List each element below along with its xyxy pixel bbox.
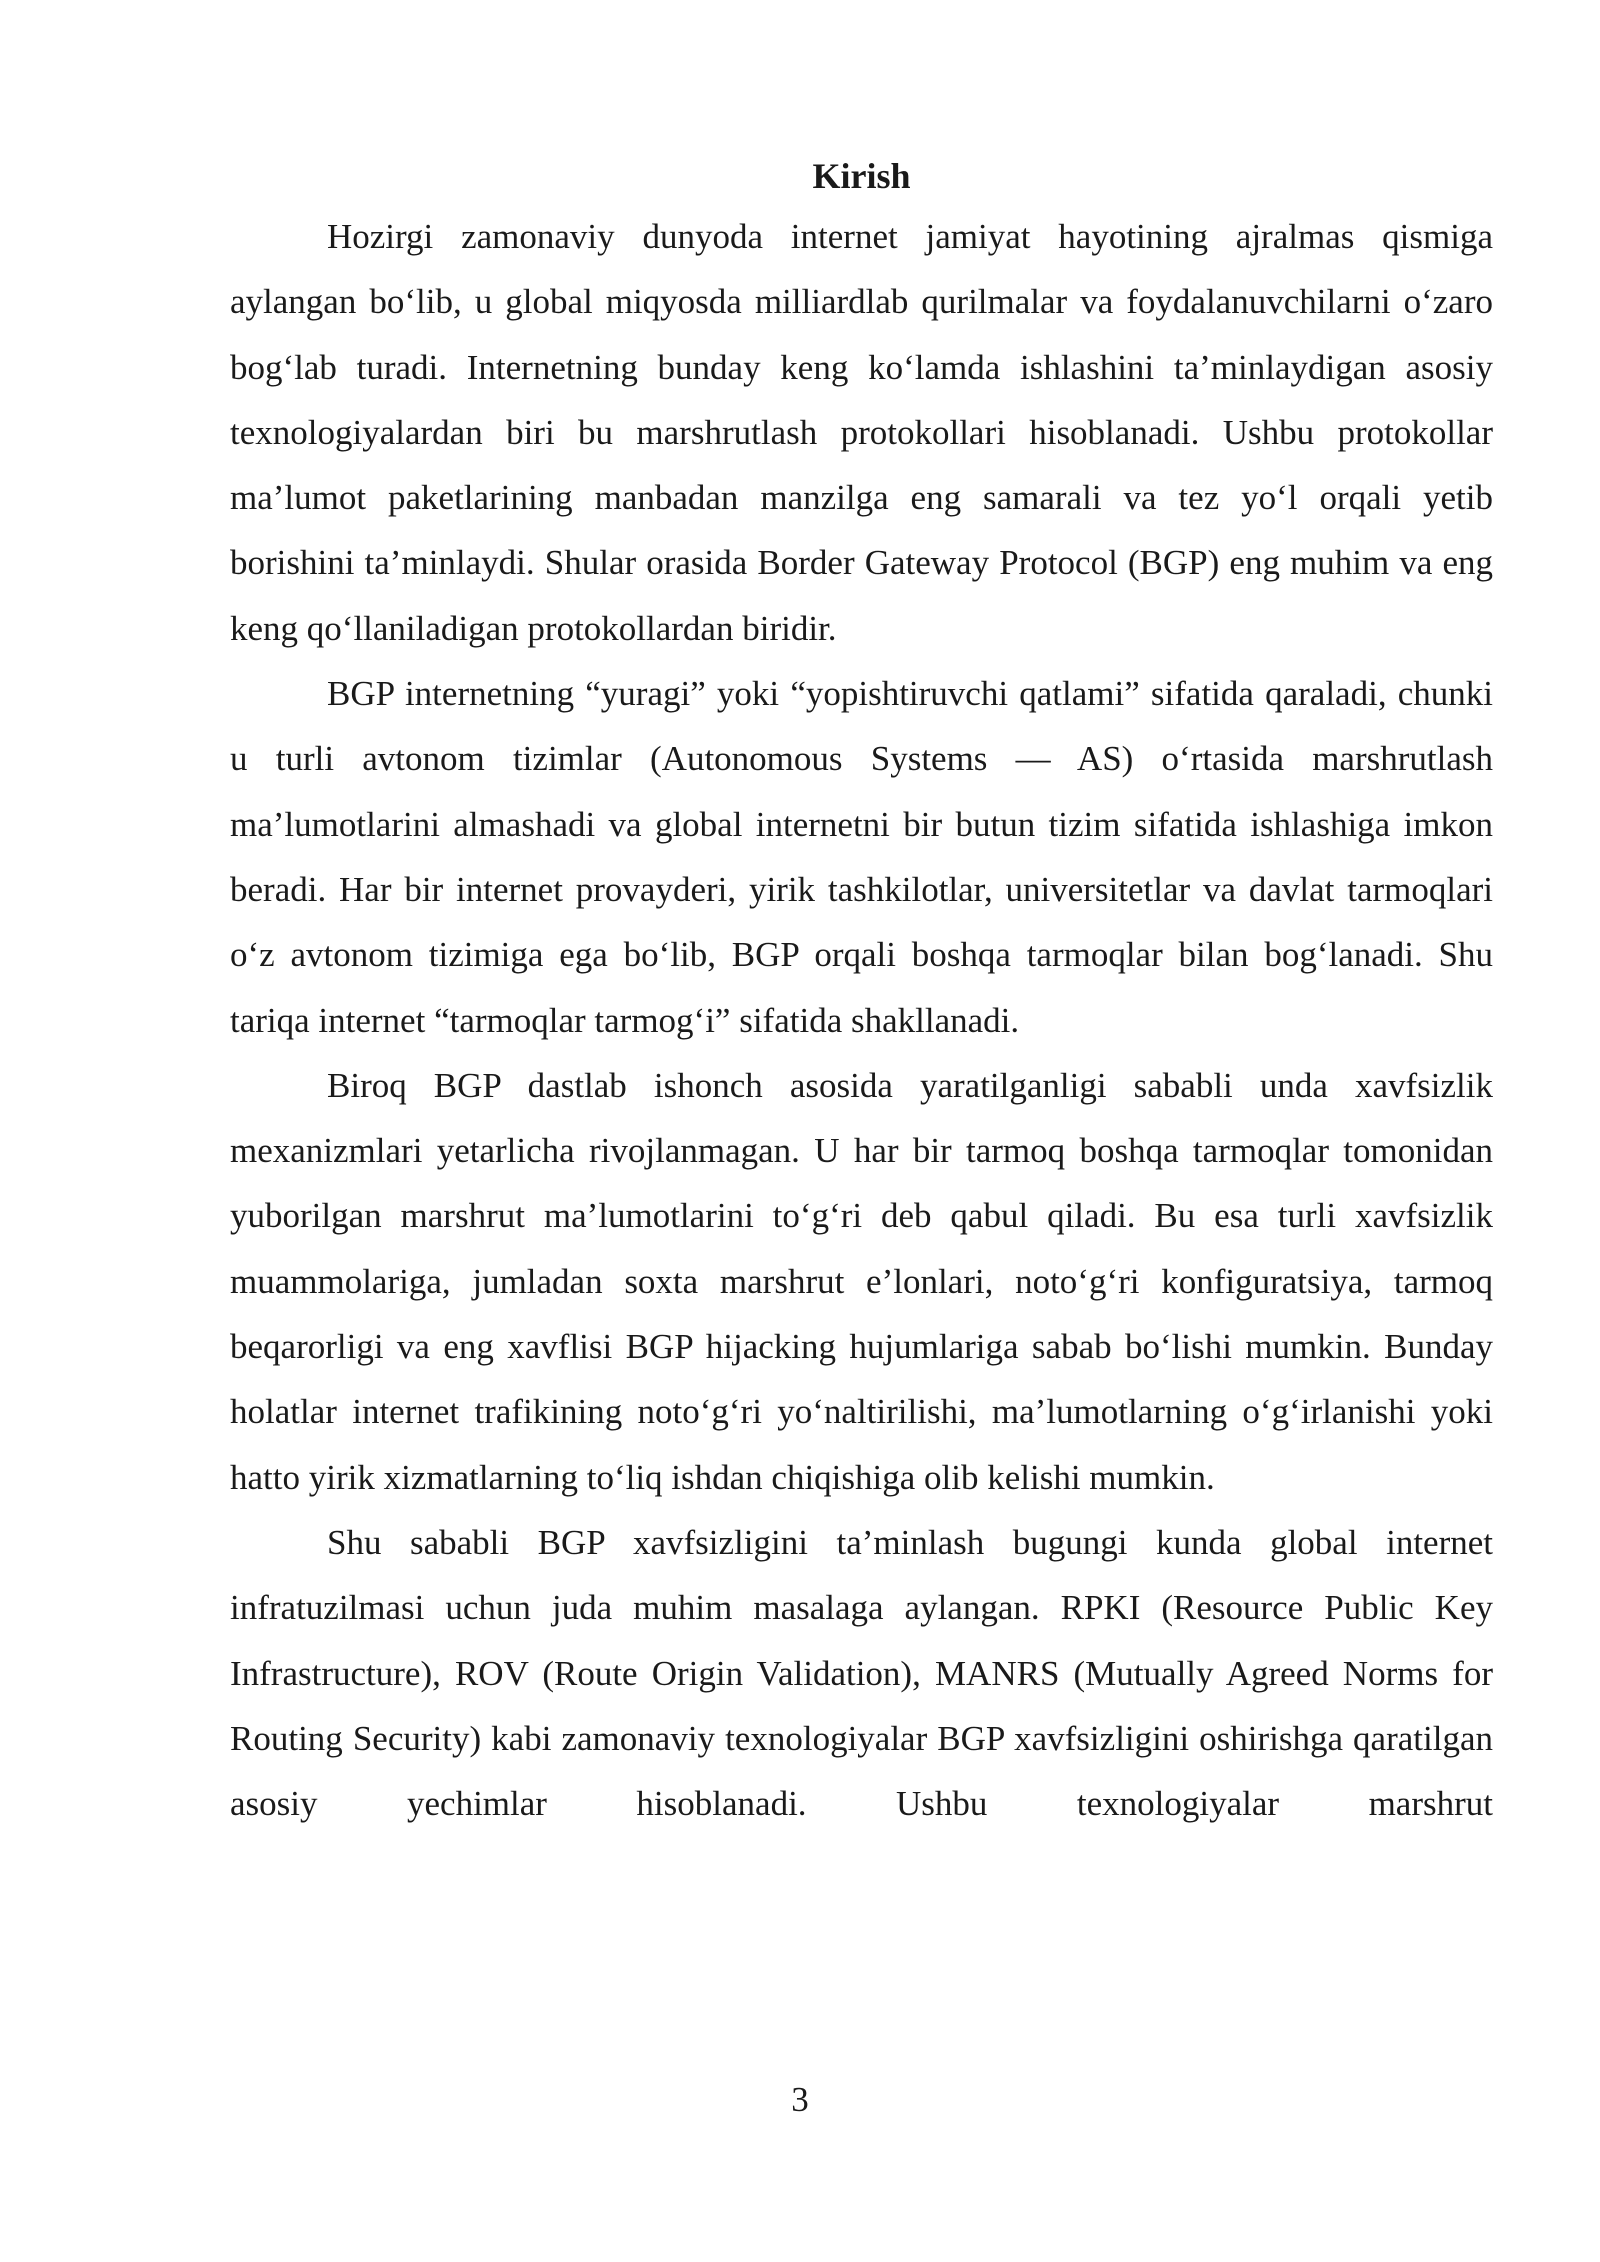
paragraph-3: Biroq BGP dastlab ishonch asosida yaratilganligi sababli unda xavfsizlik mexanizmlari yetarlicha rivojlanmagan. U har bir tarmoq boshqa tarmoqlar tomonidan yuborilgan marshrut ma’lumotlarini to‘g‘ri deb qabul qiladi. Bu esa turli xavfsizlik muammolariga, jumladan soxta marshrut e’lonlari, noto‘g‘ri konfiguratsiya, tarmoq beqarorligi va eng xavflisi BGP hijacking hujumlariga sabab bo‘lishi mumkin. Bunday holatlar internet trafikining noto‘g‘ri yo‘naltirilishi, ma’lumotlarning o‘g‘irlanishi yoki hatto yirik xizmatlarning to‘liq ishdan chiqishiga olib kelishi mumkin. [230, 1065, 1493, 1497]
page-body [230, 148, 1493, 1836]
paragraph-4: Shu sababli BGP xavfsizligini ta’minlash bugungi kunda global internet infratuzilmasi uchun juda muhim masalaga aylangan. RPKI (Resource Public Key Infrastructure), ROV (Route Origin Validation), MANRS (Mutually Agreed Norms for Routing Security) kabi zamonaviy texnologiyalar BGP xavfsizligini oshirishga qaratilgan asosiy yechimlar hisoblanadi. Ushbu texnologiyalar marshrut [230, 1522, 1493, 1824]
section-title: Kirish [812, 156, 911, 196]
paragraph-1: Hozirgi zamonaviy dunyoda internet jamiyat hayotining ajralmas qismiga aylangan bo‘lib, u global miqyosda milliardlab qurilmalar va foydalanuvchilarni o‘zaro bog‘lab turadi. Internetning bunday keng ko‘lamda ishlashini ta’minlaydigan asosiy texnologiyalardan biri bu marshrutlash protokollari hisoblanadi. Ushbu protokollar ma’lumot paketlarining manbadan manzilga eng samarali va tez yo‘l orqali yetib borishini ta’minlaydi. Shular orasida Border Gateway Protocol (BGP) eng muhim va eng keng qo‘llaniladigan protokollardan biridir. [230, 217, 1493, 648]
page-number: 3 [791, 2080, 809, 2119]
paragraph-2: BGP internetning “yuragi” yoki “yopishtiruvchi qatlami” sifatida qaraladi, chunki u turli avtonom tizimlar (Autonomous Systems — AS) o‘rtasida marshrutlash ma’lumotlarini almashadi va global internetni bir butun tizim sifatida ishlashiga imkon beradi. Har bir internet provayderi, yirik tashkilotlar, universitetlar va davlat tarmoqlari o‘z avtonom tizimiga ega bo‘lib, BGP orqali boshqa tarmoqlar bilan bog‘lanadi. Shu tariqa internet “tarmoqlar tarmog‘i” sifatida shakllanadi. [230, 674, 1493, 1040]
